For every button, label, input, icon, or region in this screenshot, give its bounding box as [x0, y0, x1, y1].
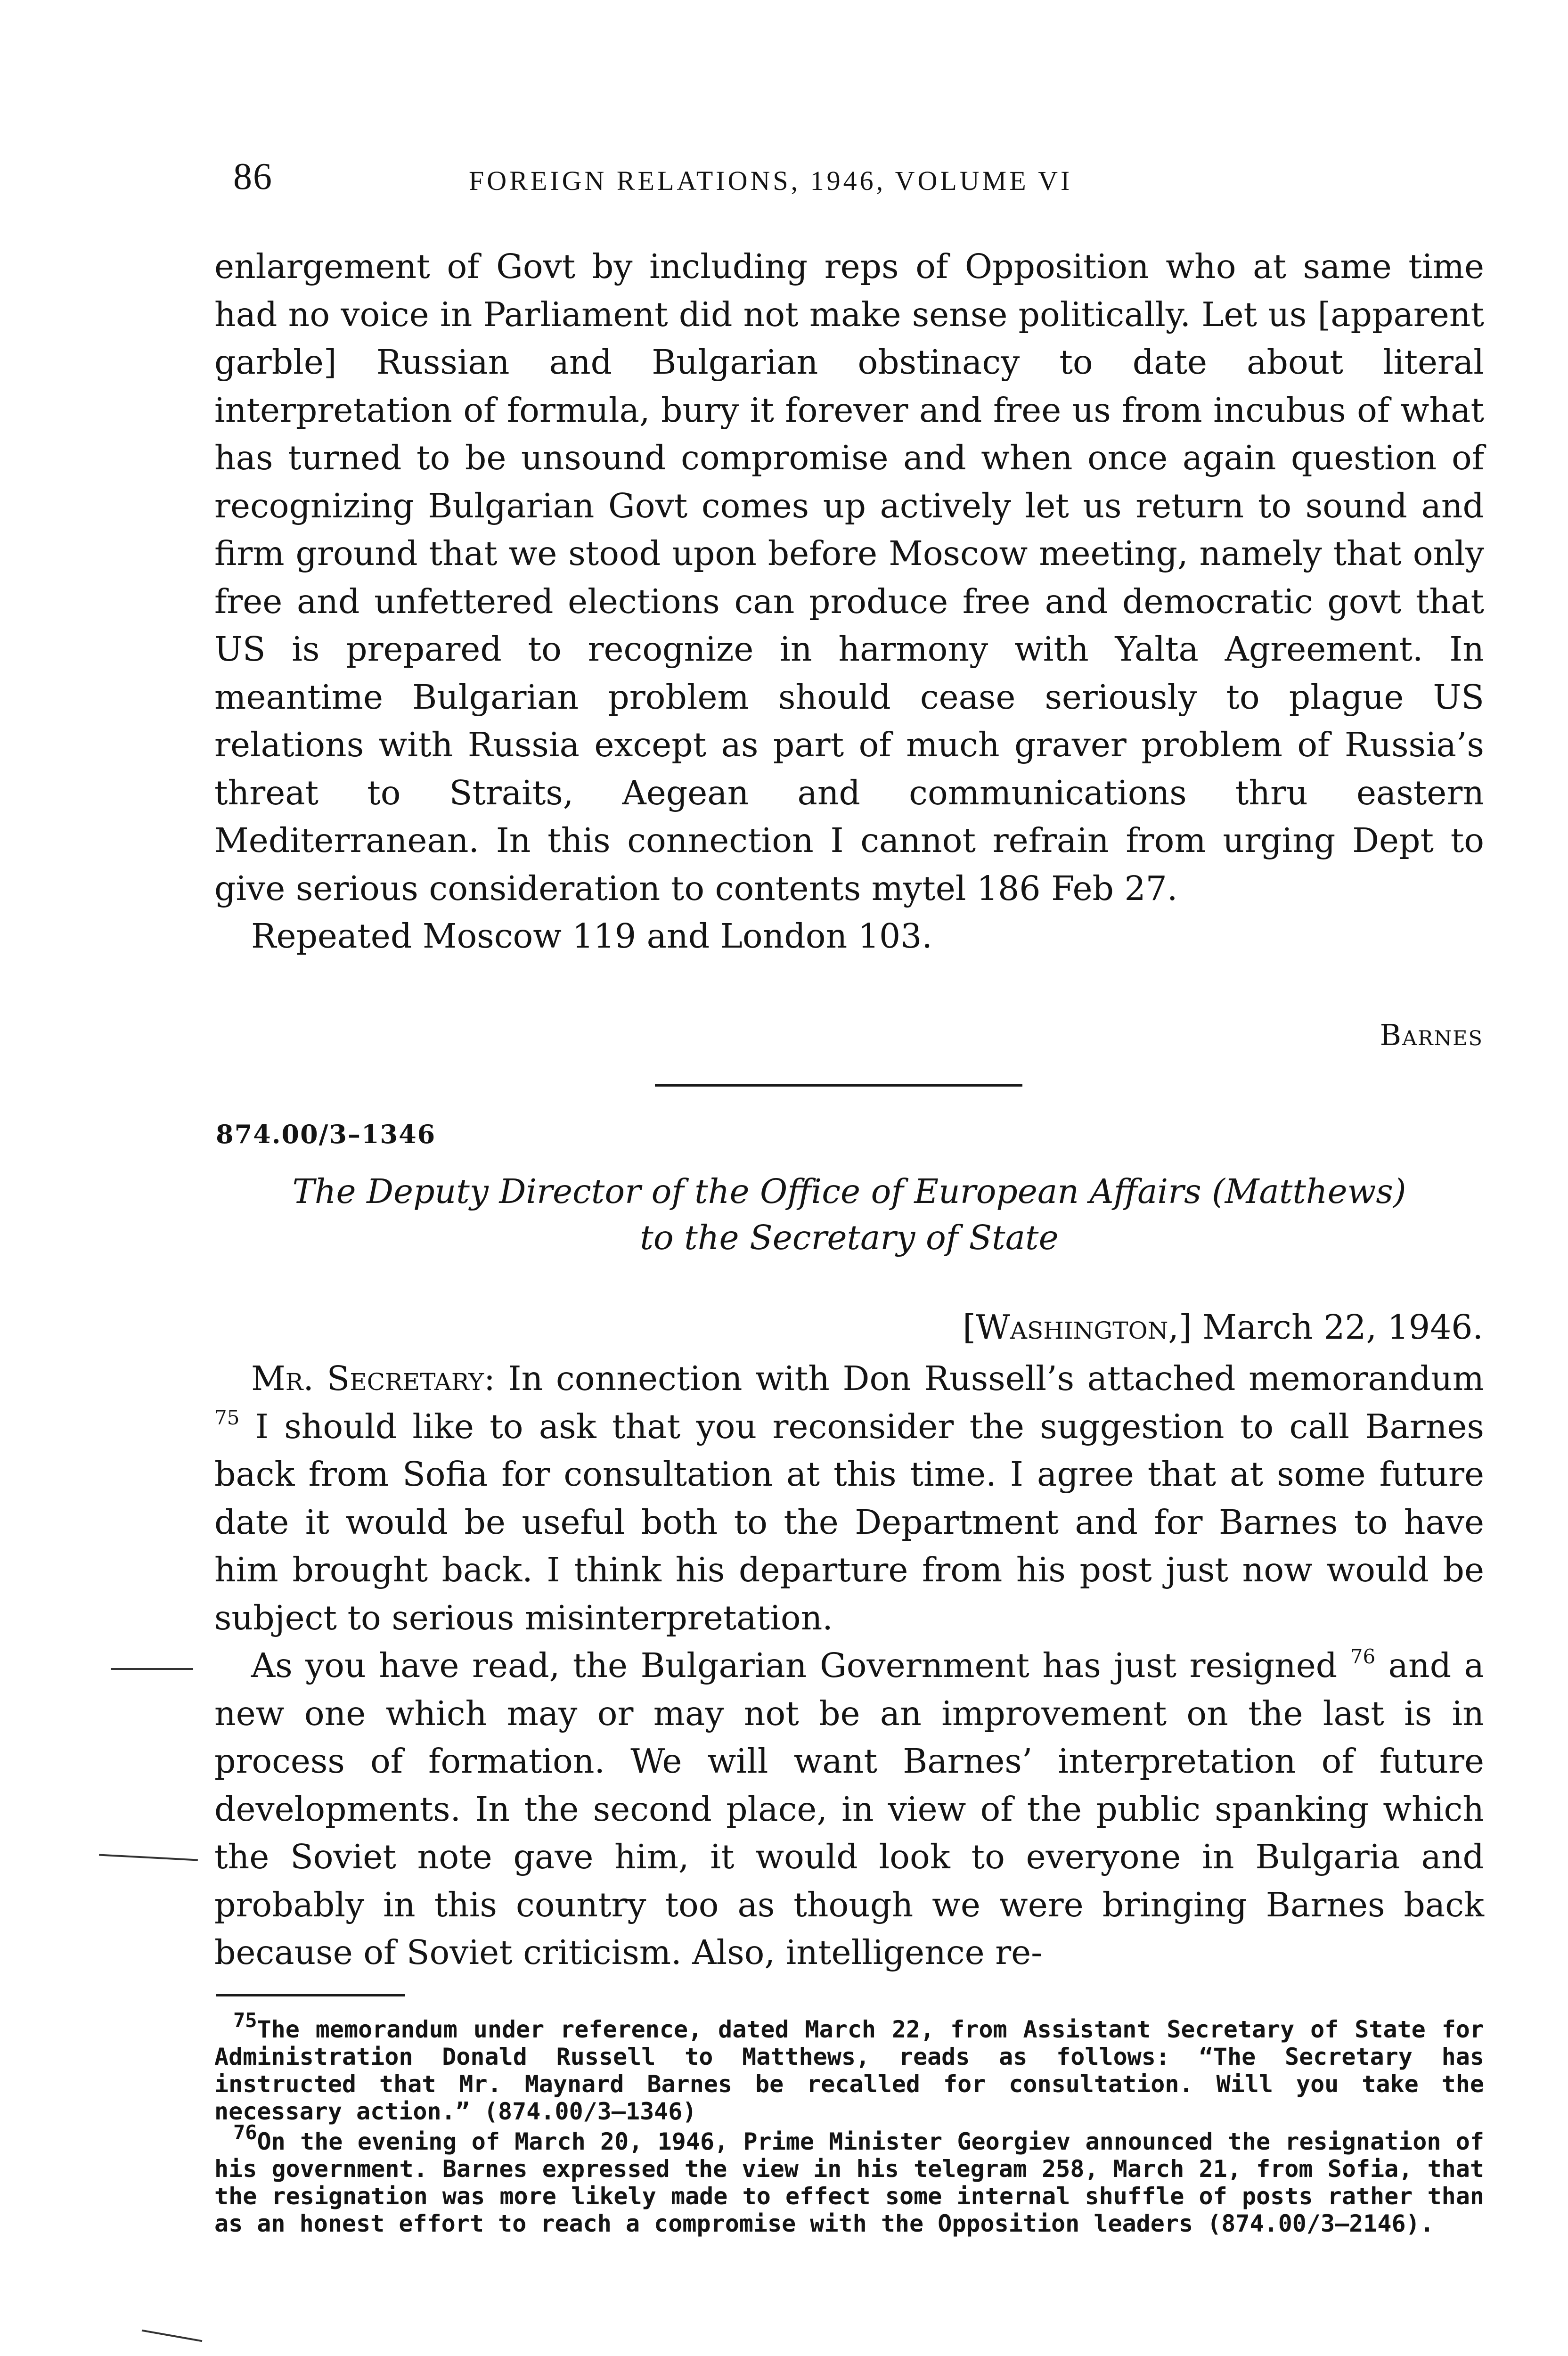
footnote-marker: 76	[233, 2121, 257, 2144]
memo-paragraph	[214, 1642, 1484, 1977]
footnote-rule	[216, 1994, 405, 1996]
heading-line: to the Secretary of State	[640, 1218, 1059, 1257]
footnote	[214, 2121, 1484, 2237]
footnote-text: On the evening of March 20, 1946, Prime Minister Georgiev announced the resignation of his government. Barnes expressed the view in his telegram 258, March 21, from Sofia, that the resignation was more likely made to effect some internal shuffle of posts rather than as an honest effort to reach a compromise with the Opposition leaders (874.00/3–2146).	[214, 2128, 1484, 2237]
telegram-repeat-note: Repeated Moscow 119 and London 103.	[251, 916, 932, 956]
footnotes	[214, 2009, 1484, 2240]
margin-mark	[142, 2330, 203, 2342]
heading-line: The Deputy Director of the Office of European Affairs (Matthews)	[292, 1172, 1406, 1211]
footnote-marker: 75	[233, 2009, 257, 2032]
margin-mark	[99, 1854, 198, 1861]
memo-text: I should like to ask that you reconsider the suggestion to call Barnes back from Sofia for consultation at this time. I agree that at some future date it would be useful both to the Department and for Barnes to have him brought back. I think his departure from his post just now would be subject to serious misinterpretation.	[214, 1407, 1484, 1637]
page-number: 86	[233, 156, 273, 197]
dateline	[963, 1308, 1483, 1347]
memo-body	[214, 1355, 1484, 1977]
file-number: 874.00/3–1346	[216, 1119, 436, 1149]
memo-paragraph	[214, 1355, 1484, 1642]
salutation: Mr. Secretary	[251, 1359, 484, 1398]
footnote-text: The memorandum under reference, dated March 22, from Assistant Secretary of State for Administration Donald Russell to Matthews, reads as follows: “The Secretary has instructed that Mr. Maynard Barnes be recalled for consultation. Will you take the necessary action.” (874.00/3–1346)	[214, 2016, 1484, 2125]
margin-mark	[111, 1668, 193, 1670]
footnote-ref: 76	[1350, 1645, 1376, 1669]
footnote	[214, 2009, 1484, 2125]
dateline-date: March 22, 1946.	[1202, 1308, 1483, 1347]
dateline-place: [Washington,]	[963, 1308, 1192, 1347]
document-heading	[214, 1169, 1484, 1261]
signature: Barnes	[1380, 1018, 1483, 1052]
memo-text: and a new one which may or may not be an improvement on the last is in process of formation. We will want Barnes’ interpretation of future developments. In the second place, in view of the public spanking which the Soviet note gave him, it would look to everyone in Bulgaria and probably in this country too as though we were bringing Barnes back because of Soviet criticism. Also, intelligence re-	[214, 1646, 1484, 1972]
section-divider	[655, 1084, 1022, 1087]
memo-text: As you have read, the Bulgarian Government has just resigned	[251, 1646, 1338, 1685]
telegram-paragraph: enlargement of Govt by including reps of Opposition who at same time had no voice in Parliament did not make sense politically. Let us [apparent garble] Russian and Bulgarian obstinacy to date about literal interpretation of formula, bury it forever and free us from incubus of what has turned to be unsound compromise and when once again question of recognizing Bulgarian Govt comes up actively let us return to sound and firm ground that we stood upon before Moscow meeting, namely that only free and unfettered elections can produce free and democratic govt that US is prepared to recognize in harmony with Yalta Agreement. In meantime Bulgarian problem should cease seriously to plague US relations with Russia except as part of much graver problem of Russia’s threat to Straits, Aegean and communications thru eastern Mediterranean. In this connection I cannot refrain from urging Dept to give serious consideration to contents mytel 186 Feb 27.	[214, 247, 1484, 908]
telegram-body	[214, 243, 1484, 960]
footnote-ref: 75	[214, 1406, 240, 1429]
running-title: FOREIGN RELATIONS, 1946, VOLUME VI	[469, 165, 1073, 196]
running-head	[233, 155, 1479, 207]
memo-text: : In connection with Don Russell’s attached memorandum	[483, 1359, 1484, 1398]
